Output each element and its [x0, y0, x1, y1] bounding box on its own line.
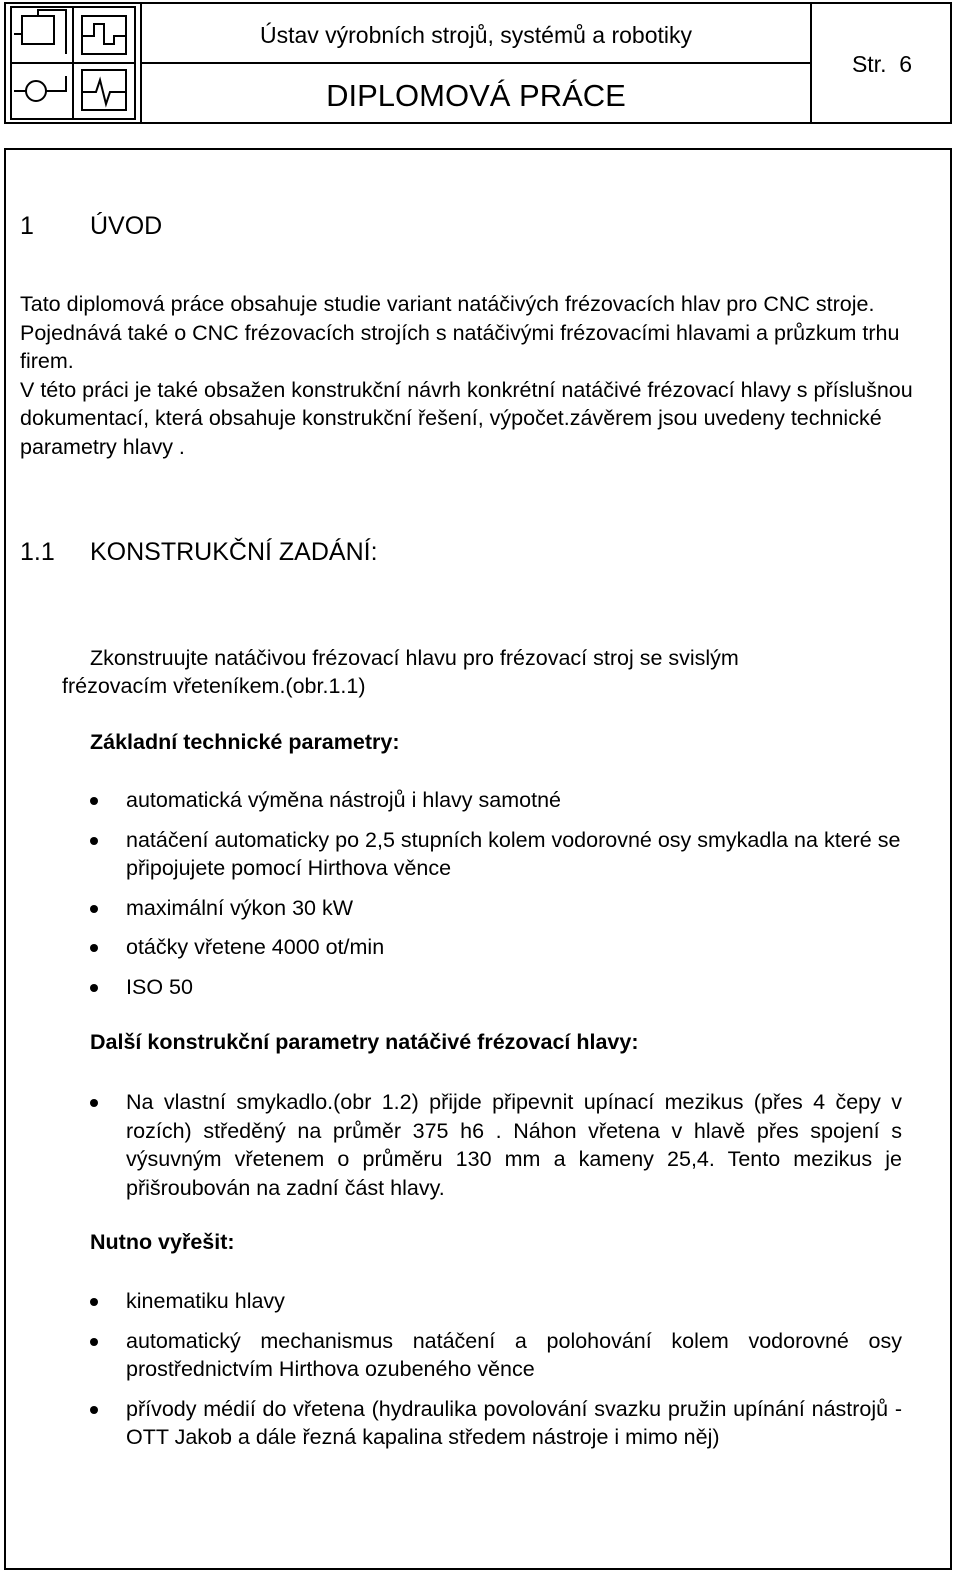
- page-header: [4, 2, 952, 124]
- subsection-title: KONSTRUKČNÍ ZADÁNÍ:: [90, 538, 378, 566]
- institute-logo: [10, 6, 136, 120]
- basic-params-heading: Základní technické parametry:: [90, 730, 400, 754]
- list-item: automatický mechanismus natáčení a polohování kolem vodorovné osy prostřednictvím Hirthova ozubeného věnce: [6, 1327, 902, 1384]
- list-item: natáčení automaticky po 2,5 stupních kolem vodorovné osy smykadla na které se připojujete pomocí Hirthova věnce: [6, 826, 926, 883]
- bullet-icon: [90, 837, 98, 845]
- other-params-heading: Další konstrukční parametry natáčivé frézovací hlavy:: [90, 1030, 639, 1054]
- other-params-list: [6, 1088, 902, 1202]
- page-label: Str.: [851, 51, 887, 77]
- section-title: ÚVOD: [90, 212, 163, 240]
- bullet-icon: [90, 984, 98, 992]
- page-number: 6: [899, 51, 913, 77]
- page-number-box: [812, 4, 952, 122]
- list-item: kinematiku hlavy: [6, 1287, 902, 1316]
- bullet-icon: [90, 1099, 98, 1107]
- list-item: maximální výkon 30 kW: [6, 894, 926, 923]
- to-solve-heading: Nutno vyřešit:: [90, 1230, 235, 1254]
- list-item: ISO 50: [6, 973, 926, 1002]
- section-number: 1: [20, 212, 34, 240]
- list-item: přívody médií do vřetena (hydraulika povolování svazku pružin upínání nástrojů - OTT Jakob a dále řezná kapalina středem nástroje i mimo něj): [6, 1395, 902, 1452]
- to-solve-list: [6, 1287, 902, 1452]
- bullet-icon: [90, 1338, 98, 1346]
- header-title-block: [140, 4, 812, 122]
- assignment-line: Zkonstruujte natáčivou frézovací hlavu pro frézovací stroj se svislým: [90, 646, 739, 670]
- institute-name: Ústav výrobních strojů, systémů a robotiky: [142, 4, 810, 64]
- assignment-line: frézovacím vřeteníkem.(obr.1.1): [62, 674, 366, 698]
- bullet-icon: [90, 797, 98, 805]
- list-item: otáčky vřetene 4000 ot/min: [6, 933, 926, 962]
- list-item: automatická výměna nástrojů i hlavy samotné: [6, 786, 926, 815]
- bullet-icon: [90, 944, 98, 952]
- basic-params-list: [6, 786, 926, 1001]
- bullet-icon: [90, 905, 98, 913]
- bullet-icon: [90, 1298, 98, 1306]
- content-frame: [4, 148, 952, 1570]
- bullet-icon: [90, 1406, 98, 1414]
- subsection-number: 1.1: [20, 538, 55, 566]
- intro-text: [20, 290, 944, 461]
- list-item: Na vlastní smykadlo.(obr 1.2) přijde připevnit upínací mezikus (přes 4 čepy v rozích) středěný na průměr 375 h6 . Náhon vřetena v hlavě přes spojení s výsuvným vřetenem o průměru 130 mm a kameny 25,4. Tento mezikus je přišroubován na zadní část hlavy.: [6, 1088, 902, 1202]
- intro-paragraph: Tato diplomová práce obsahuje studie variant natáčivých frézovacích hlav pro CNC stroje. Pojednává také o CNC frézovacích strojích s natáčivými frézovacími hlavami a průzkum trhu firem.: [20, 292, 900, 373]
- intro-paragraph: V této práci je také obsažen konstrukční návrh konkrétní natáčivé frézovací hlavy s příslušnou dokumentací, která obsahuje konstrukční řešení, výpočet.závěrem jsou uvedeny technické parametry hlavy .: [20, 377, 913, 459]
- document-type: DIPLOMOVÁ PRÁCE: [326, 78, 626, 113]
